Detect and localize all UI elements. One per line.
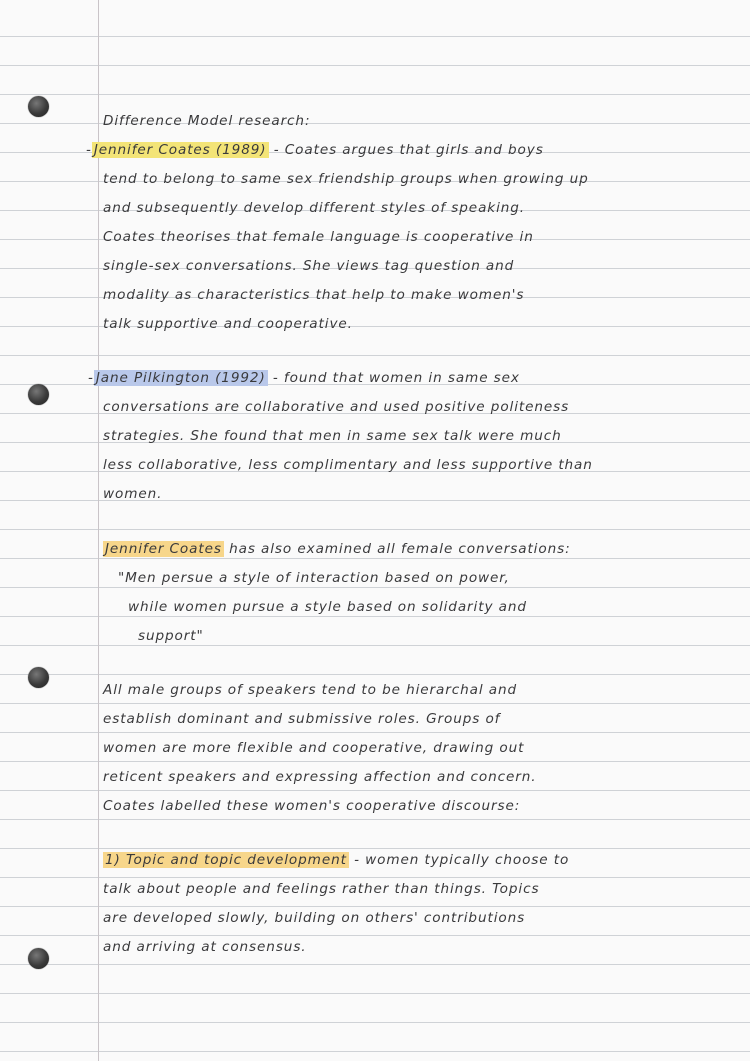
pilkington-line-1 [88, 370, 520, 386]
coates-1989-name: Jennifer Coates (1989) [93, 142, 267, 158]
groups-line-2: establish dominant and submissive roles. Groups of [103, 711, 501, 727]
topic-text: - women typically choose to [348, 852, 570, 868]
pilkington-name: Jane Pilkington (1992) [95, 370, 266, 386]
groups-line-1: All male groups of speakers tend to be hierarchal and [103, 682, 518, 698]
margin-line [98, 0, 99, 1061]
page-heading: Difference Model research: [103, 113, 311, 129]
coates-1989-line-1 [86, 142, 544, 158]
coates-1989-line-4: Coates theorises that female language is cooperative in [103, 229, 534, 245]
punch-hole [28, 96, 49, 117]
coates-quote-line-1 [103, 541, 571, 557]
punch-hole [28, 667, 49, 688]
coates-quote-line-3: while women pursue a style based on solidarity and [128, 599, 527, 615]
topic-line-4: and arriving at consensus. [103, 939, 307, 955]
pilkington-line-2: conversations are collaborative and used positive politeness [103, 399, 570, 415]
coates-quote-intro: has also examined all female conversations: [223, 541, 571, 557]
punch-hole [28, 384, 49, 405]
topic-name: 1) Topic and topic development [105, 852, 347, 868]
bullet-dash: - [86, 142, 92, 158]
topic-line-3: are developed slowly, building on others' contributions [103, 910, 526, 926]
coates-1989-text: - Coates argues that girls and boys [268, 142, 544, 158]
coates-1989-line-5: single-sex conversations. She views tag question and [103, 258, 515, 274]
pilkington-line-4: less collaborative, less complimentary and less supportive than [103, 457, 593, 473]
coates-1989-line-3: and subsequently develop different styles of speaking. [103, 200, 526, 216]
pilkington-text: - found that women in same sex [267, 370, 520, 386]
coates-quote-line-4: support" [138, 628, 204, 644]
groups-line-5: Coates labelled these women's cooperative discourse: [103, 798, 521, 814]
coates-1989-line-2: tend to belong to same sex friendship groups when growing up [103, 171, 589, 187]
topic-line-2: talk about people and feelings rather than things. Topics [103, 881, 540, 897]
pilkington-line-3: strategies. She found that men in same sex talk were much [103, 428, 562, 444]
coates-quote-name: Jennifer Coates [105, 541, 222, 557]
groups-line-4: reticent speakers and expressing affection and concern. [103, 769, 537, 785]
bullet-dash: - [88, 370, 94, 386]
punch-hole [28, 948, 49, 969]
pilkington-line-5: women. [103, 486, 163, 502]
coates-1989-line-7: talk supportive and cooperative. [103, 316, 353, 332]
coates-quote-line-2: "Men persue a style of interaction based on power, [118, 570, 510, 586]
groups-line-3: women are more flexible and cooperative, drawing out [103, 740, 525, 756]
coates-1989-line-6: modality as characteristics that help to make women's [103, 287, 525, 303]
topic-line-1 [103, 852, 569, 868]
